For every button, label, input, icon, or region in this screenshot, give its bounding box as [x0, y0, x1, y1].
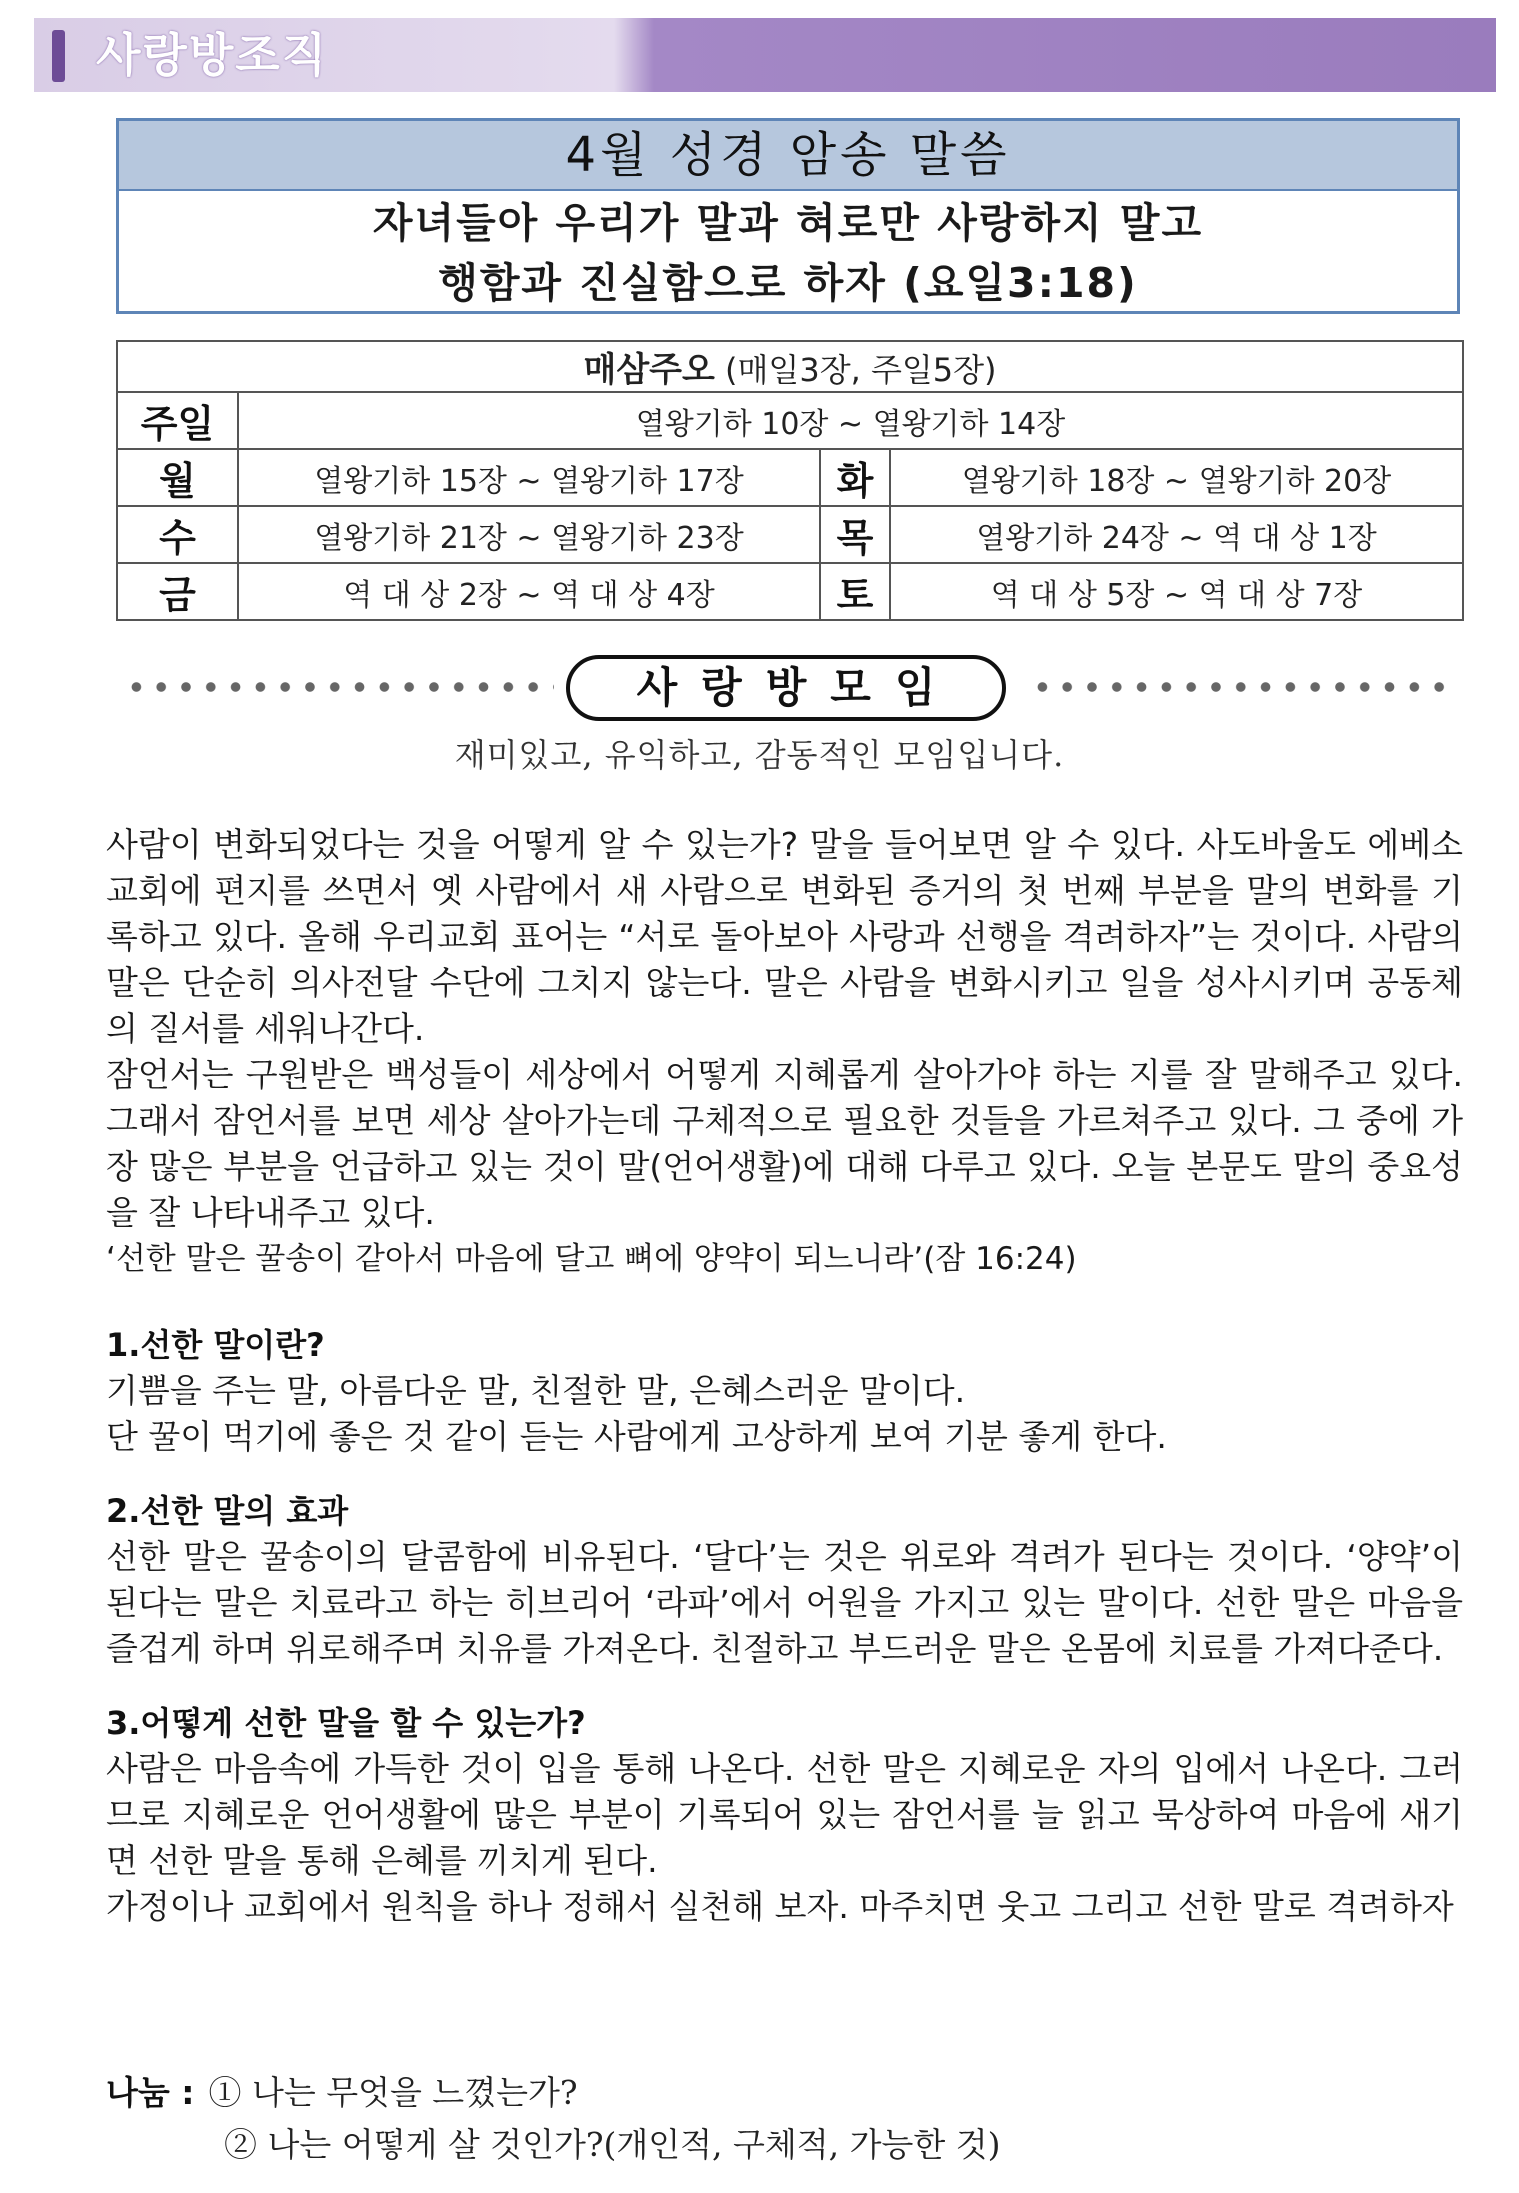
day-label: 주일 [117, 392, 238, 449]
section-paragraph: 선한 말은 꿀송이의 달콤함에 비유된다. ‘달다’는 것은 위로와 격려가 된다는 것이다. ‘양약’이 된다는 말은 치료라고 하는 히브리어 ‘라파’에서 어원을 가지고 있는 말이다. 선한 말은 마음을 즐겁게 하며 위로해주며 치유를 가져온다. 친절하고 부드러운 말은 온몸에 치료를 가져다준다. [106, 1537, 1463, 1668]
table-row [117, 449, 1463, 506]
section-banner: 사랑방모임 [566, 655, 1006, 721]
reading-plan-header [117, 341, 1463, 392]
reading-range: 열왕기하 24장 ~ 역 대 상 1장 [890, 506, 1463, 563]
section-paragraph: 단 꿀이 먹기에 좋은 것 같이 듣는 사람에게 고상하게 보여 기분 좋게 한다. [106, 1417, 1167, 1456]
sharing-questions [106, 2067, 1463, 2171]
reading-range: 열왕기하 18장 ~ 열왕기하 20장 [890, 449, 1463, 506]
reading-range: 역 대 상 2장 ~ 역 대 상 4장 [238, 563, 820, 620]
memory-verse-box [116, 118, 1460, 314]
reading-plan-header-row [117, 341, 1463, 392]
section-heading: 2.선한 말의 효과 [106, 1492, 349, 1530]
section-paragraph: 사람은 마음속에 가득한 것이 입을 통해 나온다. 선한 말은 지혜로운 자의 입에서 나온다. 그러므로 지혜로운 언어생활에 많은 부분이 기록되어 있는 잠언서를 늘 읽고 묵상하여 마음에 새기면 선한 말을 통해 은혜를 끼치게 된다. [106, 1749, 1463, 1880]
day-label: 금 [117, 563, 238, 620]
table-row [117, 563, 1463, 620]
day-label: 토 [820, 563, 890, 620]
section-heading: 1.선한 말이란? [106, 1326, 325, 1364]
section-paragraph: 기쁨을 주는 말, 아름다운 말, 친절한 말, 은혜스러운 말이다. [106, 1371, 966, 1410]
section-paragraph: 가정이나 교회에서 원칙을 하나 정해서 실천해 보자. 마주치면 웃고 그리고 선한 말로 격려하자 [106, 1887, 1454, 1926]
reading-plan-subtitle: (매일3장, 주일5장) [725, 351, 997, 389]
page-title: 사랑방조직 [96, 28, 329, 82]
verse-line-1: 자녀들아 우리가 말과 혀로만 사랑하지 말고 [372, 199, 1204, 247]
reading-plan-table [116, 340, 1464, 621]
dotted-divider-left [124, 677, 554, 697]
section-tagline: 재미있고, 유익하고, 감동적인 모임입니다. [454, 736, 1065, 774]
intro-paragraph: 잠언서는 구원받은 백성들이 세상에서 어떻게 지혜롭게 살아가야 하는 지를 잘 말해주고 있다. 그래서 잠언서를 보면 세상 살아가는데 구체적으로 필요한 것들을 가르쳐주고 있다. 그 중에 가장 많은 부분을 언급하고 있는 것이 말(언어생활)에 대해 다루고 있다. 오늘 본문도 말의 중요성을 잘 나타내주고 있다. [106, 1055, 1463, 1232]
article-body [106, 822, 1463, 1930]
dotted-divider-right [1030, 677, 1450, 697]
day-label: 화 [820, 449, 890, 506]
verse-title: 4월 성경 암송 말씀 [119, 121, 1457, 191]
sharing-label: 나눔 : [106, 2073, 195, 2112]
section-heading: 3.어떻게 선한 말을 할 수 있는가? [106, 1704, 586, 1742]
header-accent [52, 30, 65, 82]
day-label: 월 [117, 449, 238, 506]
scripture-quote: ‘선한 말은 꿀송이 같아서 마음에 달고 뼈에 양약이 되느니라’(잠 16:24) [106, 1241, 1077, 1277]
sharing-question: ② 나는 어떻게 살 것인가?(개인적, 구체적, 가능한 것) [224, 2125, 1001, 2164]
intro-paragraph: 사람이 변화되었다는 것을 어떻게 알 수 있는가? 말을 들어보면 알 수 있다. 사도바울도 에베소교회에 편지를 쓰면서 옛 사람에서 새 사람으로 변화된 증거의 첫 번째 부분을 말의 변화를 기록하고 있다. 올해 우리교회 표어는 “서로 돌아보아 사랑과 선행을 격려하자”는 것이다. 사람의 말은 단순히 의사전달 수단에 그치지 않는다. 말은 사람을 변화시키고 일을 성사시키며 공동체의 질서를 세워나간다. [106, 825, 1463, 1048]
table-row [117, 392, 1463, 449]
day-label: 수 [117, 506, 238, 563]
reading-plan-title: 매삼주오 [583, 350, 715, 390]
reading-range: 열왕기하 15장 ~ 열왕기하 17장 [238, 449, 820, 506]
reading-range: 역 대 상 5장 ~ 역 대 상 7장 [890, 563, 1463, 620]
table-row [117, 506, 1463, 563]
reading-range: 열왕기하 21장 ~ 열왕기하 23장 [238, 506, 820, 563]
day-label: 목 [820, 506, 890, 563]
reading-range: 열왕기하 10장 ~ 열왕기하 14장 [238, 392, 1463, 449]
sharing-question: ① 나는 무엇을 느꼈는가? [208, 2073, 578, 2112]
verse-line-2: 행함과 진실함으로 하자 (요일3:18) [438, 259, 1138, 307]
